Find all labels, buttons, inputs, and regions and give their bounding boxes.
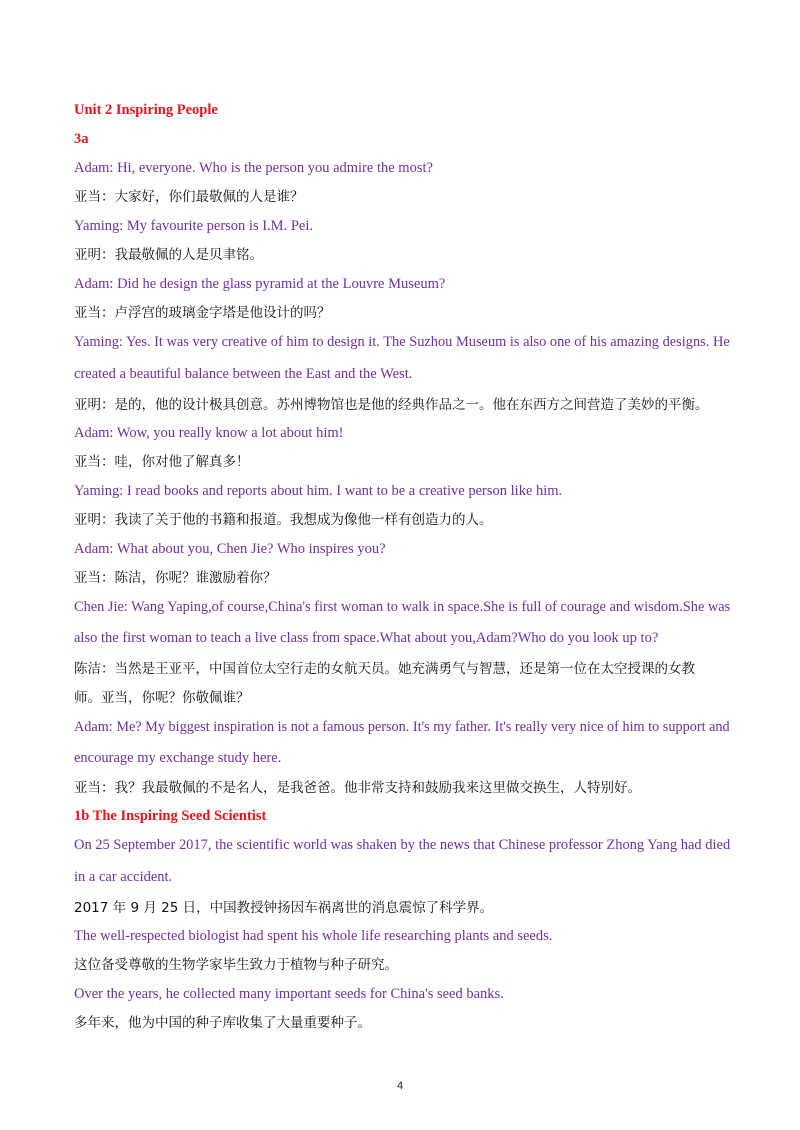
dialogue-line: Yaming: I read books and reports about him. I want to be a creative person like him. bbox=[74, 483, 563, 499]
translation-line: 亚当：卢浮宫的玻璃金字塔是他设计的吗？ bbox=[74, 305, 331, 321]
translation-line: 亚当：大家好，你们最敬佩的人是谁？ bbox=[74, 189, 304, 205]
dialogue-line: also the first woman to teach a live class from space.What about you,Adam?Who do you look up to? bbox=[74, 630, 659, 646]
section-heading-3a: 3a bbox=[74, 131, 89, 147]
dialogue-line: created a beautiful balance between the East and the West. bbox=[74, 366, 413, 382]
dialogue-line: Adam: Me? My biggest inspiration is not a famous person. It's my father. It's really very nice of him to support and bbox=[74, 719, 730, 735]
translation-line: 陈洁：当然是王亚平，中国首位太空行走的女航天员。她充满勇气与智慧，还是第一位在太空授课的女教 bbox=[74, 661, 695, 677]
translation-line: 亚明：我读了关于他的书籍和报道。我想成为像他一样有创造力的人。 bbox=[74, 512, 493, 528]
section-heading-1b: 1b The Inspiring Seed Scientist bbox=[74, 808, 267, 824]
translation-line: 多年来，他为中国的种子库收集了大量重要种子。 bbox=[74, 1015, 371, 1031]
passage-line: in a car accident. bbox=[74, 869, 173, 885]
page-number: 4 bbox=[396, 1080, 404, 1092]
passage-line: Over the years, he collected many important seeds for China's seed banks. bbox=[74, 986, 504, 1002]
translation-line: 师。亚当，你呢？你敬佩谁？ bbox=[74, 690, 250, 706]
unit-title: Unit 2 Inspiring People bbox=[74, 102, 218, 118]
translation-line: 2017 年 9 月 25 日，中国教授钟扬因车祸离世的消息震惊了科学界。 bbox=[74, 900, 494, 916]
translation-line: 亚当：我？我最敬佩的不是名人，是我爸爸。他非常支持和鼓励我来这里做交换生，人特别好。 bbox=[74, 780, 641, 796]
dialogue-line: Adam: What about you, Chen Jie? Who inspires you? bbox=[74, 541, 386, 557]
passage-line: On 25 September 2017, the scientific world was shaken by the news that Chinese professor Zhong Yang had died bbox=[74, 837, 731, 853]
dialogue-line: Adam: Wow, you really know a lot about him! bbox=[74, 425, 344, 441]
dialogue-line: Chen Jie: Wang Yaping,of course,China's first woman to walk in space.She is full of courage and wisdom.She was bbox=[74, 599, 731, 615]
translation-line: 亚当：哇，你对他了解真多！ bbox=[74, 454, 250, 470]
dialogue-line: Yaming: Yes. It was very creative of him to design it. The Suzhou Museum is also one of his amazing designs. He bbox=[74, 334, 730, 350]
dialogue-line: encourage my exchange study here. bbox=[74, 750, 282, 766]
translation-line: 亚明：是的，他的设计极具创意。苏州博物馆也是他的经典作品之一。他在东西方之间营造了美妙的平衡。 bbox=[74, 397, 709, 413]
translation-line: 亚明：我最敬佩的人是贝聿铭。 bbox=[74, 247, 263, 263]
dialogue-line: Yaming: My favourite person is I.M. Pei. bbox=[74, 218, 313, 234]
dialogue-line: Adam: Hi, everyone. Who is the person you admire the most? bbox=[74, 160, 433, 176]
passage-line: The well-respected biologist had spent his whole life researching plants and seeds. bbox=[74, 928, 553, 944]
dialogue-line: Adam: Did he design the glass pyramid at the Louvre Museum? bbox=[74, 276, 446, 292]
translation-line: 亚当：陈洁，你呢？谁激励着你？ bbox=[74, 570, 277, 586]
translation-line: 这位备受尊敬的生物学家毕生致力于植物与种子研究。 bbox=[74, 957, 398, 973]
